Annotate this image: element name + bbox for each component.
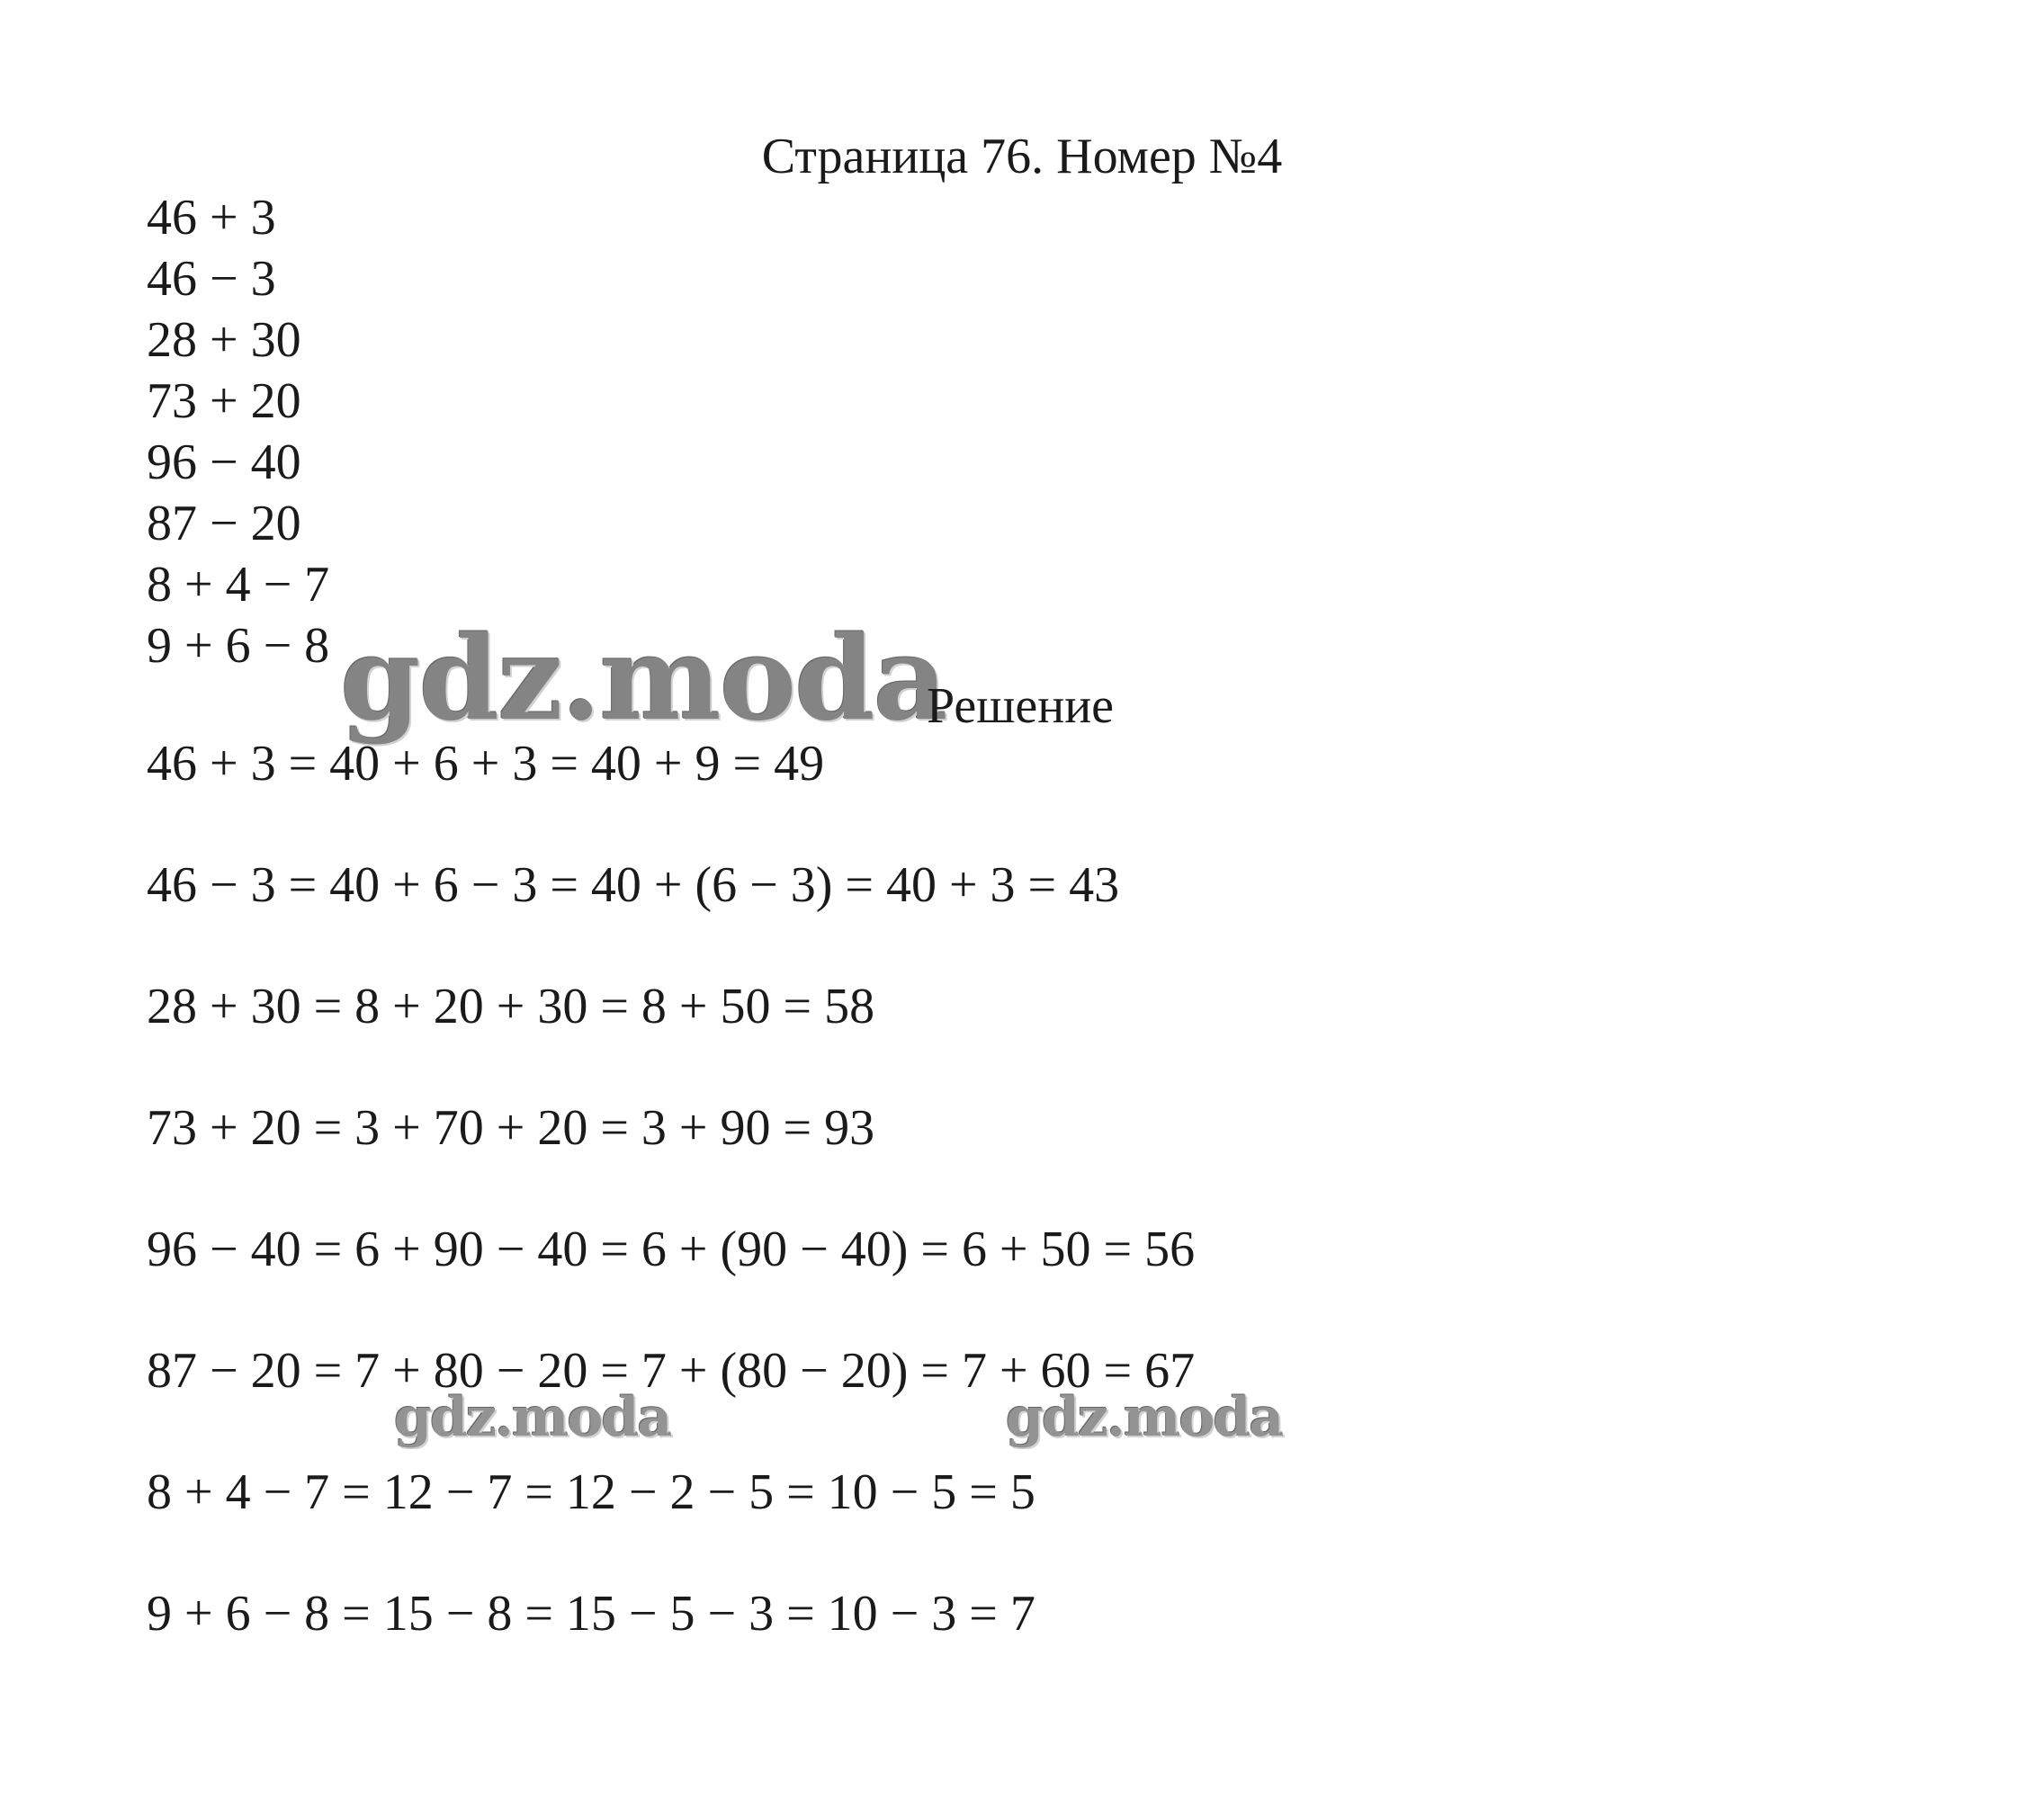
page-title: Страница 76. Номер №4: [761, 129, 1283, 184]
task-item: 28 + 30: [147, 312, 301, 368]
solution-item: 46 + 3 = 40 + 6 + 3 = 40 + 9 = 49: [147, 736, 825, 792]
solution-item: 73 + 20 = 3 + 70 + 20 = 3 + 90 = 93: [147, 1100, 875, 1156]
solution-item: 8 + 4 − 7 = 12 − 7 = 12 − 2 − 5 = 10 − 5 = 5: [147, 1464, 1035, 1520]
task-item: 8 + 4 − 7: [147, 557, 330, 613]
solution-list: [147, 733, 1195, 1705]
solution-item: 46 − 3 = 40 + 6 − 3 = 40 + (6 − 3) = 40 + 3 = 43: [147, 857, 1120, 913]
watermark-logo-large: gdz.moda: [340, 612, 946, 747]
task-item: 73 + 20: [147, 373, 301, 429]
solution-heading: Решение: [927, 678, 1115, 734]
task-item: 96 − 40: [147, 434, 301, 490]
task-item: 87 − 20: [147, 496, 301, 551]
solution-item: 28 + 30 = 8 + 20 + 30 = 8 + 50 = 58: [147, 979, 875, 1034]
task-item: 9 + 6 − 8: [147, 618, 330, 674]
watermark-logo-small: gdz.moda: [394, 1386, 671, 1449]
task-list: [147, 187, 329, 676]
solution-item: 96 − 40 = 6 + 90 − 40 = 6 + (90 − 40) = 6 + 50 = 56: [147, 1222, 1196, 1277]
solution-item: 87 − 20 = 7 + 80 − 20 = 7 + (80 − 20) = 7 + 60 = 67: [147, 1343, 1196, 1399]
watermark-logo-small: gdz.moda: [1006, 1386, 1283, 1449]
solution-item: 9 + 6 − 8 = 15 − 8 = 15 − 5 − 3 = 10 − 3 = 7: [147, 1586, 1035, 1642]
task-item: 46 + 3: [147, 190, 276, 246]
task-item: 46 − 3: [147, 251, 276, 307]
